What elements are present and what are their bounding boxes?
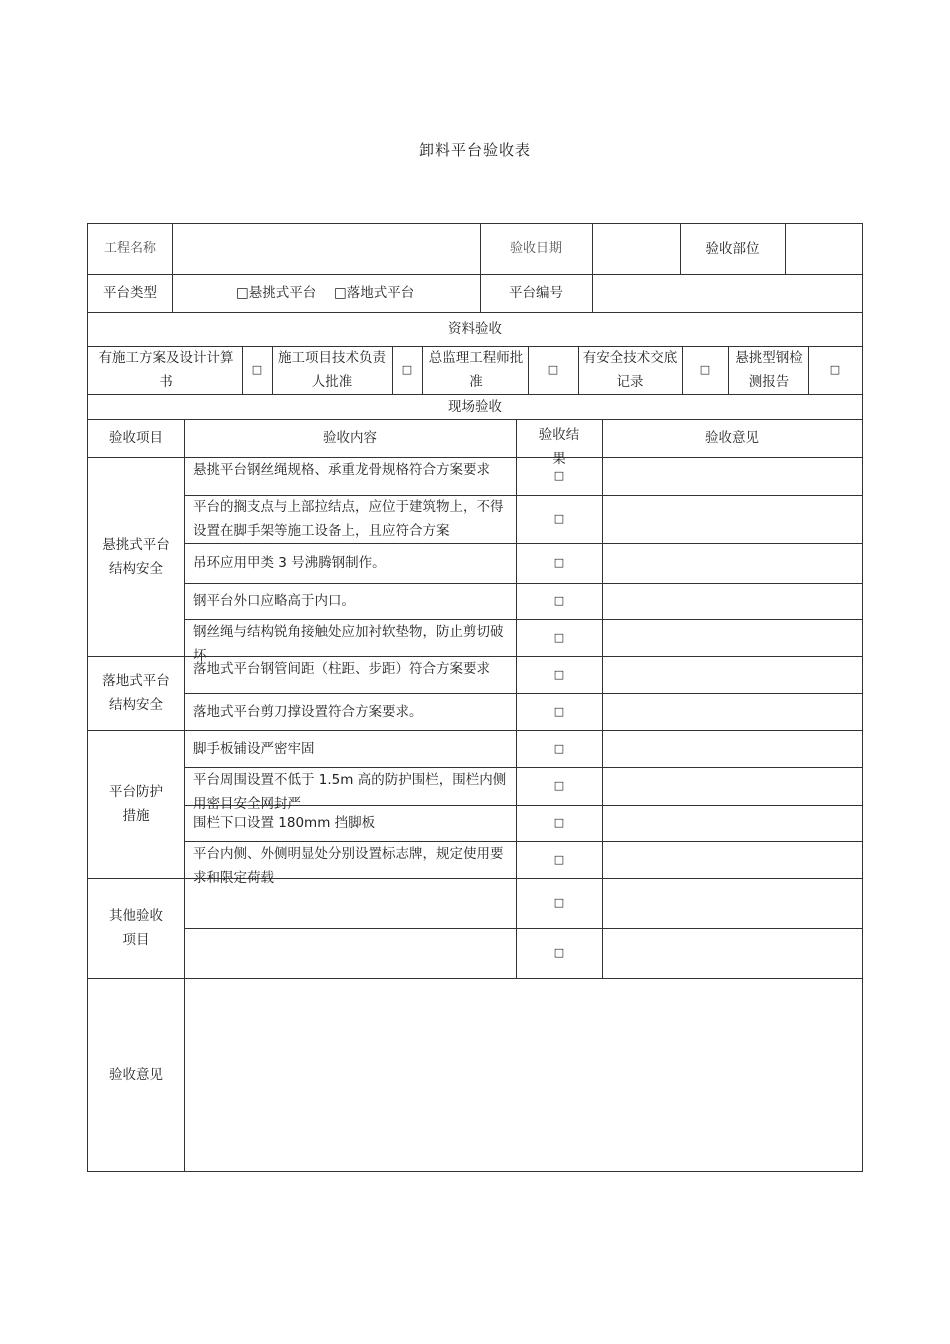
content-cell: 平台的搁支点与上部拉结点，应位于建筑物上，不得设置在脚手架等施工设备上，且应符合方案 xyxy=(193,499,504,539)
content-cell: 悬挑平台钢丝绳规格、承重龙骨规格符合方案要求 xyxy=(193,462,490,478)
header-content: 验收内容 xyxy=(323,430,377,446)
option-cantilever-checkbox[interactable]: □悬挑式平台 xyxy=(236,285,317,301)
header-opinion: 验收意见 xyxy=(705,430,759,446)
content-cell: 吊环应用甲类 3 号沸腾钢制作。 xyxy=(193,555,386,571)
accept-date-label: 验收日期 xyxy=(509,241,562,256)
opinion-cell[interactable] xyxy=(602,495,862,543)
opinion-cell[interactable] xyxy=(602,619,862,656)
opinion-cell[interactable] xyxy=(602,805,862,841)
opinion-cell[interactable] xyxy=(602,767,862,805)
opinion-cell[interactable] xyxy=(602,583,862,619)
doc-item-checkbox[interactable]: □ xyxy=(547,363,559,376)
result-checkbox[interactable]: □ xyxy=(553,816,565,829)
result-checkbox[interactable]: □ xyxy=(553,667,565,681)
opinion-cell[interactable] xyxy=(602,543,862,583)
project-name-label: 工程名称 xyxy=(103,241,156,256)
content-cell[interactable] xyxy=(184,878,516,928)
content-cell: 落地式平台剪刀撑设置符合方案要求。 xyxy=(193,703,423,720)
site-section-label: 现场验收 xyxy=(448,398,502,415)
content-cell: 脚手板铺设严密牢固 xyxy=(193,740,315,757)
docs-section-label: 资料验收 xyxy=(448,321,502,337)
opinion-cell[interactable] xyxy=(602,656,862,693)
header-item: 验收项目 xyxy=(109,430,163,446)
opinion-cell[interactable] xyxy=(602,841,862,878)
project-name-value[interactable] xyxy=(172,224,480,274)
result-checkbox[interactable]: □ xyxy=(553,896,565,909)
accept-date-value[interactable] xyxy=(592,224,680,274)
final-opinion-field[interactable] xyxy=(184,978,862,1171)
group-label-protection: 平台防护措施 xyxy=(109,784,163,824)
result-checkbox[interactable]: □ xyxy=(553,556,565,569)
result-checkbox[interactable]: □ xyxy=(553,469,565,482)
content-cell: 钢丝绳与结构锐角接触处应加衬软垫物，防止剪切破坏 xyxy=(193,624,504,664)
final-opinion-label: 验收意见 xyxy=(109,1066,163,1083)
group-label-floor: 落地式平台结构安全 xyxy=(102,673,170,713)
result-checkbox[interactable]: □ xyxy=(553,741,565,755)
doc-item-checkbox[interactable]: □ xyxy=(401,363,413,376)
result-checkbox[interactable]: □ xyxy=(553,704,565,718)
opinion-cell[interactable] xyxy=(602,928,862,978)
acceptance-table xyxy=(87,223,863,1172)
page-title: 卸料平台验收表 xyxy=(418,141,531,159)
doc-item-checkbox[interactable]: □ xyxy=(829,363,841,376)
opinion-cell[interactable] xyxy=(602,730,862,767)
content-cell: 围栏下口设置 180mm 挡脚板 xyxy=(193,815,376,831)
content-cell[interactable] xyxy=(184,928,516,978)
doc-item-label: 悬挑型钢检测报告 xyxy=(735,350,803,390)
result-checkbox[interactable]: □ xyxy=(553,594,565,607)
content-cell: 平台内侧、外侧明显处分别设置标志牌，规定使用要求和限定荷载 xyxy=(193,846,504,886)
header-result: 验收结果 xyxy=(538,427,580,467)
accept-part-label: 验收部位 xyxy=(705,241,760,257)
result-checkbox[interactable]: □ xyxy=(553,852,565,866)
opinion-cell[interactable] xyxy=(602,457,862,495)
result-checkbox[interactable]: □ xyxy=(553,630,565,644)
doc-item-label: 有施工方案及设计计算书 xyxy=(98,350,234,390)
opinion-cell[interactable] xyxy=(602,693,862,730)
content-cell: 平台周围设置不低于 1.5m 高的防护围栏，围栏内侧用密目安全网封严 xyxy=(193,772,507,812)
platform-no-value[interactable] xyxy=(592,274,862,312)
doc-item-checkbox[interactable]: □ xyxy=(699,363,711,376)
group-label-other: 其他验收项目 xyxy=(109,908,163,948)
result-checkbox[interactable]: □ xyxy=(553,512,565,525)
content-cell: 钢平台外口应略高于内口。 xyxy=(193,593,355,609)
opinion-cell[interactable] xyxy=(602,878,862,928)
platform-no-label: 平台编号 xyxy=(509,285,563,301)
doc-item-label: 施工项目技术负责人批准 xyxy=(278,350,386,390)
result-checkbox[interactable]: □ xyxy=(553,779,565,792)
group-label-cantilever: 悬挑式平台结构安全 xyxy=(102,536,170,577)
doc-item-label: 总监理工程师批准 xyxy=(428,350,524,390)
doc-item-label: 有安全技术交底记录 xyxy=(582,350,678,390)
accept-part-value[interactable] xyxy=(785,224,862,274)
content-cell: 落地式平台钢管间距（柱距、步距）符合方案要求 xyxy=(193,661,490,677)
option-floor-checkbox[interactable]: □落地式平台 xyxy=(334,285,415,301)
doc-item-checkbox[interactable]: □ xyxy=(251,363,263,376)
platform-type-label: 平台类型 xyxy=(103,285,157,301)
result-checkbox[interactable]: □ xyxy=(553,946,565,959)
